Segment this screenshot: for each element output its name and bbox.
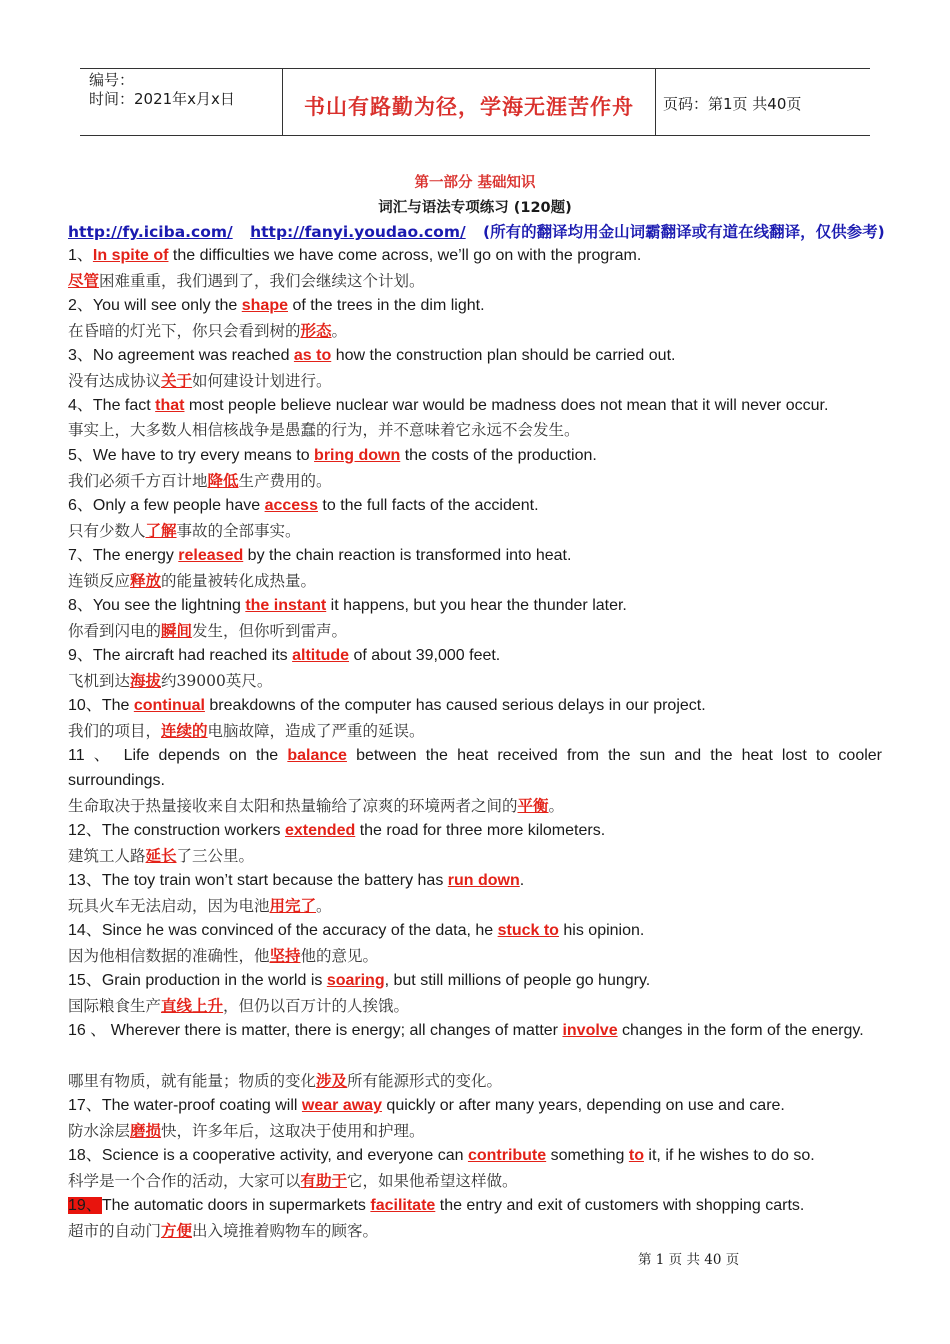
sentence-text: 。 [316, 897, 332, 915]
english-sentence [68, 1093, 882, 1118]
answer-highlight: continual [133, 697, 205, 714]
sentence-text: We have to try every means to [92, 447, 315, 464]
item-number: 8、 [68, 597, 93, 614]
answer-highlight: 海拔 [130, 671, 162, 690]
sentence-text: , but still millions of people go hungry. [384, 972, 651, 989]
sentence-text: The aircraft had reached its [92, 647, 293, 664]
item-number: 7、 [68, 547, 93, 564]
sentence-text: 科学是一个合作的活动，大家可以 [68, 1172, 301, 1190]
chinese-translation [68, 843, 882, 868]
english-sentence [68, 493, 882, 518]
sentence-text: 防水涂层 [68, 1122, 131, 1140]
answer-highlight: 直线上升 [161, 996, 224, 1015]
chinese-translation [68, 943, 882, 968]
answer-highlight: 延长 [145, 846, 177, 865]
sentence-text: 超市的自动门 [68, 1222, 162, 1240]
sentence-text: 因为他相信数据的准确性，他 [68, 947, 270, 965]
sentence-text: of the trees in the dim light. [288, 297, 485, 314]
sentence-text: 我们必须千方百计地 [68, 472, 208, 490]
english-sentence [68, 1143, 882, 1168]
sentence-text: how the construction plan should be carried out. [331, 347, 676, 364]
sentence-text: breakdowns of the computer has caused serious delays in our project. [204, 697, 706, 714]
sentence-text: 的能量被转化成热量。 [161, 572, 317, 590]
item-number: 10、 [68, 697, 102, 714]
sentence-text: The toy train won’t start because the battery has [101, 872, 448, 889]
item-number: 17、 [68, 1097, 102, 1114]
sentence-text: 它，如果他希望这样做。 [347, 1172, 518, 1190]
sentence-text: 。 [548, 797, 565, 815]
english-sentence [68, 243, 882, 268]
answer-highlight: 释放 [130, 571, 162, 590]
chinese-translation [68, 718, 882, 743]
sentence-text: the costs of the production. [400, 447, 597, 464]
answer-highlight: 坚持 [269, 946, 301, 965]
sentence-text: 电脑故障，造成了严重的延误。 [207, 722, 425, 740]
chinese-translation [68, 893, 882, 918]
item-number: 16 、 [68, 1022, 107, 1039]
item-number: 14、 [68, 922, 102, 939]
sentence-text: of about 39,000 feet. [349, 647, 501, 664]
chinese-translation [68, 268, 882, 293]
header-table [80, 68, 870, 136]
answer-highlight: 平衡 [517, 796, 549, 815]
sentence-text: The water-proof coating will [101, 1097, 302, 1114]
answer-highlight: 方便 [161, 1221, 193, 1240]
english-sentence [68, 968, 882, 993]
answer-highlight: shape [241, 297, 288, 314]
sentence-text: The fact [92, 397, 156, 414]
chinese-translation [68, 318, 882, 343]
header-motto-cell [282, 69, 656, 135]
sentence-text: 你看到闪电的 [68, 622, 162, 640]
answer-highlight: 有助于 [300, 1171, 348, 1190]
answer-highlight: that [155, 397, 185, 414]
english-sentence [68, 1018, 882, 1068]
sentence-text: the difficulties we have come across, we’ll go on with the program. [168, 247, 642, 264]
sentence-text: to the full facts of the accident. [317, 497, 539, 514]
chinese-translation [68, 668, 882, 693]
sentence-text: 所有能源形式的变化。 [347, 1072, 503, 1090]
sentence-text: 只有少数人 [68, 522, 146, 540]
sentence-text: 他的意见。 [300, 947, 379, 965]
chinese-translation [68, 1068, 882, 1093]
sentence-text: the road for three more kilometers. [355, 822, 606, 839]
answer-highlight: extended [285, 822, 356, 839]
sentence-text: most people believe nuclear war would be madness does not mean that it will never occur. [184, 397, 829, 414]
page-info: 页码：第1页 共40页 [663, 95, 802, 113]
sentence-text: 困难重重，我们遇到了，我们会继续这个计划。 [99, 272, 425, 290]
motto: 书山有路勤为径，学海无涯苦作舟 [304, 95, 634, 119]
sentence-text: 建筑工人路 [68, 847, 146, 865]
sentence-text: 没有达成协议 [68, 372, 162, 390]
header-meta-cell [80, 69, 282, 135]
answer-highlight: 瞬间 [161, 621, 193, 640]
english-sentence [68, 393, 882, 418]
answer-highlight: soaring [326, 972, 385, 989]
header-page-cell [655, 69, 870, 135]
item-number: 6、 [68, 497, 93, 514]
sentence-text: 生命取决于热量接收来自太阳和热量输给了凉爽的环境两者之间的 [68, 797, 518, 815]
sentence-text: 哪里有物质，就有能量；物质的变化 [68, 1072, 317, 1090]
answer-highlight: 形态 [300, 321, 332, 340]
english-sentence [68, 693, 882, 718]
chinese-translation [68, 1118, 882, 1143]
sentence-text: it, if he wishes to do so. [643, 1147, 815, 1164]
english-sentence [68, 868, 882, 893]
english-sentence [68, 818, 882, 843]
answer-highlight: 磨损 [130, 1121, 162, 1140]
item-number: 12、 [68, 822, 102, 839]
sentence-text: 事故的全部事实。 [176, 522, 301, 540]
english-sentence [68, 1193, 882, 1218]
sentence-text: between the heat received from the sun and the heat lost to cooler surroundings. [68, 747, 882, 789]
sentence-text: 了三公里。 [176, 847, 255, 865]
answer-highlight: 涉及 [316, 1071, 348, 1090]
sentence-text: Since he was convinced of the accuracy of the data, he [101, 922, 498, 939]
sentence-text: 飞机到达 [68, 672, 131, 690]
sentence-text: No agreement was reached [92, 347, 294, 364]
sentence-text: The [101, 697, 134, 714]
chinese-translation [68, 568, 882, 593]
answer-highlight: to [628, 1147, 644, 1164]
answer-highlight: access [264, 497, 318, 514]
answer-highlight: wear away [301, 1097, 382, 1114]
sentence-text: Only a few people have [92, 497, 265, 514]
answer-highlight: 关于 [161, 371, 193, 390]
chinese-translation [68, 1168, 882, 1193]
item-number: 15、 [68, 972, 102, 989]
sentence-text: Wherever there is matter, there is energy; all changes of matter [106, 1022, 563, 1039]
english-sentence [68, 643, 882, 668]
english-sentence [68, 443, 882, 468]
chinese-translation [68, 618, 882, 643]
english-sentence [68, 593, 882, 618]
answer-highlight: balance [287, 747, 347, 764]
iciba-link[interactable]: http://fy.iciba.com/ [68, 223, 233, 241]
sentence-text: You see the lightning [92, 597, 246, 614]
answer-highlight: stuck to [497, 922, 559, 939]
chinese-translation [68, 368, 882, 393]
answer-highlight: as to [293, 347, 332, 364]
sentence-text: quickly or after many years, depending on use and care. [381, 1097, 785, 1114]
sentence-text: ，但仍以百万计的人挨饿。 [223, 997, 410, 1015]
sentence-text: 在昏暗的灯光下，你只会看到树的 [68, 322, 301, 340]
sentence-text: The energy [92, 547, 179, 564]
item-number: 3、 [68, 347, 93, 364]
sentence-text: The automatic doors in supermarkets [101, 1197, 371, 1214]
answer-highlight: the instant [245, 597, 327, 614]
answer-highlight: altitude [292, 647, 350, 664]
item-number: 9、 [68, 647, 93, 664]
english-sentence [68, 293, 882, 318]
answer-highlight: released [178, 547, 244, 564]
sentence-text: 事实上，大多数人相信核战争是愚蠢的行为，并不意味着它永远不会发生。 [68, 421, 580, 439]
item-number: 5、 [68, 447, 93, 464]
sentence-text: 玩具火车无法启动，因为电池 [68, 897, 270, 915]
youdao-link[interactable]: http://fanyi.youdao.com/ [250, 223, 466, 241]
item-number: 2、 [68, 297, 93, 314]
sentence-text: 出入境推着购物车的顾客。 [192, 1222, 379, 1240]
sentence-text: You will see only the [92, 297, 242, 314]
sentence-text: 如何建设计划进行。 [192, 372, 332, 390]
sentence-text: it happens, but you hear the thunder later. [326, 597, 627, 614]
chinese-translation [68, 793, 882, 818]
item-number: 1、 [68, 247, 93, 264]
part-title: 第一部分 基础知识 [414, 175, 536, 191]
chinese-translation [68, 418, 882, 443]
english-sentence [68, 343, 882, 368]
sentence-text: his opinion. [558, 922, 645, 939]
exercise-list [68, 243, 882, 1243]
sentence-text: the entry and exit of customers with shopping carts. [435, 1197, 805, 1214]
answer-highlight: facilitate [370, 1197, 436, 1214]
sentence-text: 快，许多年后，这取决于使用和护理。 [161, 1122, 425, 1140]
sentence-text: The construction workers [101, 822, 285, 839]
answer-highlight: bring down [314, 447, 401, 464]
sentence-text: 。 [331, 322, 348, 340]
answer-highlight: In spite of [92, 247, 169, 264]
chinese-translation [68, 1218, 882, 1243]
date-label: 时间：2021年x月x日 [89, 90, 235, 108]
answer-highlight: 尽管 [68, 271, 100, 290]
english-sentence [68, 743, 882, 793]
sentence-text: Grain production in the world is [101, 972, 327, 989]
sentence-text: changes in the form of the energy. [617, 1022, 864, 1039]
answer-highlight: 了解 [145, 521, 177, 540]
chinese-translation [68, 993, 882, 1018]
item-number: 11 、 [68, 747, 115, 764]
sentence-text: Life depends on the [114, 747, 288, 764]
answer-highlight: contribute [467, 1147, 547, 1164]
reference-links [68, 220, 885, 242]
item-number: 19、 [68, 1197, 102, 1214]
sentence-text: 连锁反应 [68, 572, 131, 590]
sentence-text: 约39000英尺。 [161, 672, 273, 690]
item-number: 4、 [68, 397, 93, 414]
english-sentence [68, 918, 882, 943]
chinese-translation [68, 468, 882, 493]
answer-highlight: 用完了 [269, 896, 317, 915]
translation-note: (所有的翻译均用金山词霸翻译或有道在线翻译，仅供参考) [483, 223, 885, 241]
sentence-text: something [546, 1147, 629, 1164]
item-number: 13、 [68, 872, 102, 889]
answer-highlight: run down [447, 872, 520, 889]
sentence-text: Science is a cooperative activity, and everyone can [101, 1147, 468, 1164]
chinese-translation [68, 518, 882, 543]
sentence-text: 生产费用的。 [238, 472, 332, 490]
answer-highlight: 降低 [207, 471, 239, 490]
sentence-text: by the chain reaction is transformed into heat. [243, 547, 572, 564]
item-number: 18、 [68, 1147, 102, 1164]
sentence-text: 发生，但你听到雷声。 [192, 622, 348, 640]
section-title: 词汇与语法专项练习 (120题) [378, 200, 572, 216]
sentence-text: . [519, 872, 525, 889]
english-sentence [68, 543, 882, 568]
page-footer: 第 1 页 共 40 页 [638, 1252, 740, 1268]
answer-highlight: involve [562, 1022, 618, 1039]
sentence-text: 我们的项目， [68, 722, 162, 740]
answer-highlight: 连续的 [161, 721, 208, 740]
sentence-text: 国际粮食生产 [68, 997, 162, 1015]
code-label: 编号： [89, 71, 135, 89]
